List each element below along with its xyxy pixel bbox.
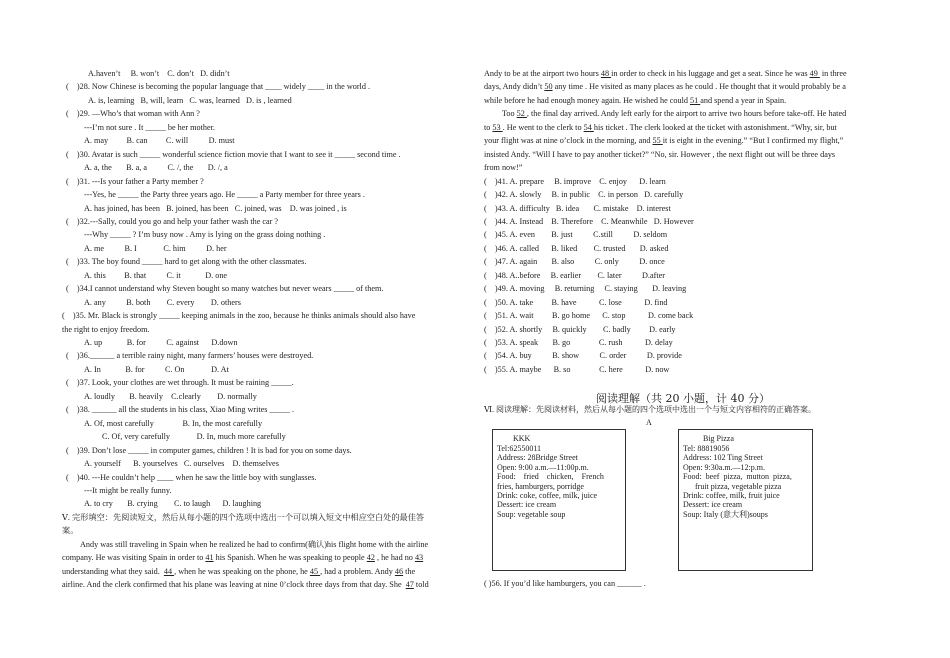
text-segment: the right to enjoy freedom.: [62, 324, 150, 334]
ad-detail-line: Drink: coffee, milk, fruit juice: [683, 491, 780, 500]
text-segment: A. this B. that C. it D. one: [84, 270, 228, 280]
blank-number: 53: [492, 122, 503, 132]
text-segment: ( )30. Avatar is such _____ wonderful science fiction movie that I want to see it _____ second time .: [66, 149, 401, 159]
left-text-line: [62, 552, 423, 563]
blank-number: 54: [583, 122, 594, 132]
ad-detail-line: Dessert: ice cream: [683, 500, 743, 510]
right-text-line: [484, 95, 786, 106]
left-text-line: [84, 485, 171, 496]
left-text-line: [84, 270, 227, 281]
right-text-line: [502, 108, 846, 119]
text-segment: , when he was speaking on the phone, he: [174, 566, 310, 576]
left-text-line: [66, 256, 306, 267]
text-segment: ( )50. A. take B. have C. lose D. find: [484, 297, 668, 307]
ad-detail-line: fries, hamburgers, porridge: [497, 481, 584, 491]
left-text-line: [66, 149, 401, 160]
text-segment: in order to check in his luggage and get a seat. Since he was: [611, 69, 810, 78]
ad-detail-line: Address: 28Bridge Street: [497, 453, 578, 463]
left-text-line: [66, 377, 294, 388]
left-text-line: [66, 283, 383, 294]
text-segment: ( )53. A. speak B. go C. rush D. delay: [484, 338, 673, 347]
text-segment: ---I’m not sure . It _____ be her mother.: [84, 122, 215, 132]
text-segment: A. up B. for C. against D.down: [84, 338, 238, 347]
blank-number: 49: [809, 69, 820, 78]
left-text-line: [66, 445, 352, 456]
text-segment: A. yourself B. yourselves C. ourselves D. themselves: [84, 459, 279, 469]
right-text-line: [484, 149, 835, 160]
text-segment: any time . He visited as many places as he could . He thought that it would probably be a: [552, 82, 846, 92]
text-segment: ( )55. A. maybe B. so C. here D. now: [484, 364, 670, 374]
left-text-line: [84, 243, 227, 254]
text-segment: ---Yes, he _____ the Party three years ago. He _____ a Party member for three years .: [84, 190, 365, 200]
left-text-line: [80, 539, 428, 550]
right-text-line: [484, 135, 843, 146]
text-segment: A. me B. I C. him D. her: [84, 243, 227, 253]
text-segment: ---Why _____ ? I’m busy now . Amy is lying on the grass doing nothing .: [84, 230, 326, 240]
blank-number: 50: [544, 82, 553, 92]
left-text-line: [66, 176, 204, 187]
right-text-line: [484, 256, 665, 267]
blank-number: 45: [309, 566, 321, 576]
text-segment: A. is, learning B, will, learn C. was, learned D. is , learned: [88, 95, 292, 105]
text-segment: days, Andy didn’t: [484, 82, 545, 92]
left-text-line: [84, 229, 325, 240]
text-segment: ( )49. A. moving B. returning C. staying D. leaving: [484, 284, 687, 294]
text-segment: from now!”: [484, 163, 523, 173]
left-text-line: [84, 297, 241, 308]
text-segment: ( )31. ---Is your father a Party member ?: [66, 176, 204, 186]
text-segment: ( )47. A. again B. also C. only D. once: [484, 257, 665, 267]
right-text-line: [484, 337, 673, 348]
left-text-line: [66, 81, 370, 92]
text-segment: insisted Andy. “Will I have to pay another ticket?” “No, sir. However , the next flight out will be three days: [484, 149, 836, 159]
left-text-line: [62, 324, 150, 335]
blank-number: 52: [516, 109, 527, 119]
ad-detail-line: Food: fried chicken, French: [497, 472, 604, 482]
ad-big-pizza: [678, 429, 813, 571]
text-segment: his Spanish. When he was speaking to people: [213, 553, 367, 563]
right-text-line: [484, 229, 667, 240]
blank-number: 42: [366, 553, 375, 563]
left-text-line: [84, 203, 347, 214]
ad-detail-line: Open: 9:30a.m.—12:p.m.: [683, 462, 765, 472]
text-segment: , he had no: [374, 553, 415, 563]
text-segment: and spend a year in Spain.: [700, 95, 787, 105]
text-segment: ( )34.I cannot understand why Steven bought so many watches but never wears _____ of them.: [66, 284, 384, 294]
text-segment: ( )54. A. buy B. show C. order D. provide: [484, 351, 682, 361]
blank-number: 51: [690, 95, 701, 105]
left-text-line: [88, 95, 292, 106]
left-text-line: [84, 418, 262, 429]
text-segment: A. Of, most carefully B. In, the most carefully: [84, 418, 263, 428]
right-text-line: [484, 122, 837, 133]
text-segment: A. may B. can C. will D. must: [84, 136, 235, 146]
right-text-line: [484, 203, 671, 214]
blank-number: 43: [414, 553, 424, 563]
text-segment: A. has joined, has been B. joined, has been C. joined, was D. was joined , is: [84, 203, 347, 213]
text-segment: A. a, the B. a, a C. /, the D. /, a: [84, 163, 228, 173]
left-text-line: [102, 431, 286, 442]
blank-number: 41: [205, 553, 214, 563]
text-segment: ( )35. Mr. Black is strongly _____ keeping animals in the zoo, because he thinks animals should also have: [62, 311, 416, 321]
text-segment: in three: [819, 69, 847, 78]
left-text-line: [84, 391, 257, 402]
left-text-line: [84, 364, 229, 375]
ad-detail-line: fruit pizza, vegetable pizza: [683, 481, 782, 491]
ad-detail-line: Soup: vegetable soup: [497, 509, 566, 519]
text-segment: your flight was at nine o’clock in the morning, and: [484, 136, 653, 146]
left-text-line: [66, 108, 200, 119]
text-segment: C. Of, very carefully D. In, much more carefully: [102, 432, 286, 442]
left-text-line: [62, 579, 429, 590]
left-text-line: [84, 337, 238, 348]
text-segment: ---It might be really funny.: [84, 485, 172, 495]
right-text-line: [484, 297, 668, 308]
question-56: ( )56. If you’d like hamburgers, you can ______ .: [484, 579, 646, 588]
right-text-line: [484, 162, 522, 173]
text-segment: while before he had enough money again. He wished he could: [484, 95, 690, 105]
text-segment: his ticket . The clerk looked at the ticket with astonishment. “Why, sir, but: [593, 122, 837, 132]
right-text-line: [484, 324, 675, 335]
left-text-line: [84, 458, 279, 469]
text-segment: ( )51. A. wait B. go home C. stop D. come back: [484, 311, 694, 321]
blank-number: 44: [163, 566, 175, 576]
left-text-line: [84, 162, 228, 173]
text-segment: ( )43. A. difficulty B. idea C. mistake D. interest: [484, 203, 671, 213]
reading-section-title: 阅读理解（共 20 小题，计 40 分）: [596, 392, 770, 405]
ad-detail-line: Soup: Italy (意大利)soups: [683, 509, 768, 519]
text-segment: ( )41. A. prepare B. improve C. enjoy D. learn: [484, 176, 666, 186]
ad-detail-line: Tel:62550011: [497, 444, 542, 453]
text-segment: , had a problem. Andy: [320, 566, 395, 576]
text-segment: ( )32.---Sally, could you go and help your father wash the car ?: [66, 216, 279, 226]
ad-detail-line: Food: beef pizza, mutton pizza,: [683, 472, 792, 482]
blank-number: 48: [600, 69, 612, 78]
text-segment: A.haven’t B. won’t C. don’t D. didn’t: [88, 69, 230, 78]
left-text-line: [84, 189, 365, 200]
text-segment: understanding what they said.: [62, 566, 164, 576]
left-text-line: [84, 135, 235, 146]
text-segment: . He went to the clerk to: [502, 122, 584, 132]
text-segment: ( )40. ---He couldn’t help ____ when he saw the little boy with sunglasses.: [66, 472, 317, 482]
text-segment: ( )33. The boy found _____ hard to get along with the other classmates.: [66, 257, 307, 267]
right-text-line: [484, 243, 668, 254]
text-segment: airline. And the clerk confirmed that his plane was leaving at nine 0’clock three days from that day. She: [62, 580, 406, 590]
text-segment: ( )28. Now Chinese is becoming the popular language that ____ widely ____ in the world .: [66, 82, 371, 92]
text-segment: , the final day arrived. Andy left early for the airport to arrive two hours before take-off. He hated: [526, 109, 847, 119]
right-text-line: [484, 364, 669, 375]
text-segment: ( )52. A. shortly B. quickly C. badly D. early: [484, 324, 676, 334]
ad-detail-line: Address: 102 Ting Street: [683, 453, 763, 463]
text-segment: ( )39. Don’t lose _____ in computer games, children ! It is bad for you on some days.: [66, 445, 352, 455]
right-text-line: [484, 350, 682, 361]
text-segment: A. to cry B. crying C. to laugh D. laughing: [84, 499, 262, 509]
text-segment: ( )48. A..before B. earlier C. later D.after: [484, 270, 665, 280]
left-text-line: [62, 310, 415, 321]
left-text-line: [88, 68, 230, 79]
right-text-line: [484, 68, 847, 79]
left-text-line: [62, 525, 78, 536]
ad-kkk: [492, 429, 626, 571]
right-text-line: [484, 81, 846, 92]
ad-big-pizza-name: Big Pizza: [703, 434, 734, 443]
text-segment: Ⅴ. 完形填空：先阅读短文，然后从每小题的四个选项中选出一个可以填入短文中相应空白处的最佳答: [62, 512, 425, 522]
reading-instruction: Ⅵ. 阅读理解：先阅读材料，然后从每小题的四个选项中选出一个与短文内容相符的正确答案。: [484, 405, 817, 414]
text-segment: Too: [502, 109, 517, 119]
left-text-line: [66, 472, 316, 483]
text-segment: company. He was visiting Spain in order to: [62, 553, 206, 563]
right-text-line: [484, 270, 665, 281]
right-text-line: [484, 189, 683, 200]
left-text-line: [62, 566, 415, 577]
blank-number: 55: [652, 136, 663, 146]
left-text-line: [66, 350, 313, 361]
text-segment: Andy to be at the airport two hours: [484, 69, 601, 78]
text-segment: 案。: [62, 526, 79, 536]
text-segment: A. any B. both C. every D. others: [84, 297, 241, 307]
blank-number: 46: [394, 566, 404, 576]
left-text-line: [66, 216, 278, 227]
text-segment: ( )45. A. even B. just C.still D. seldom: [484, 230, 668, 240]
text-segment: told: [413, 580, 429, 590]
text-segment: ( )46. A. called B. liked C. trusted D. asked: [484, 243, 669, 253]
left-text-line: [84, 122, 215, 133]
ad-detail-line: Dessert: ice cream: [497, 500, 557, 510]
text-segment: the: [403, 566, 416, 576]
right-text-line: [484, 176, 666, 187]
right-text-line: [484, 283, 686, 294]
blank-number: 47: [405, 580, 414, 590]
ad-detail-line: Open: 9:00 a.m.—11:00p.m.: [497, 462, 589, 472]
text-segment: ( )36.______ a terrible rainy night, many farmers’ houses were destroyed.: [66, 351, 314, 361]
text-segment: to: [484, 122, 493, 132]
right-text-line: [484, 216, 694, 227]
text-segment: ( )42. A. slowly B. in public C. in person D. carefully: [484, 190, 684, 200]
text-segment: A. In B. for C. On D. At: [84, 364, 229, 374]
ad-kkk-name: KKK: [513, 434, 531, 443]
left-text-line: [62, 512, 424, 523]
text-segment: ( )44. A. Instead B. Therefore C. Meanwhile D. However: [484, 216, 694, 226]
ad-detail-line: Drink: coke, coffee, milk, juice: [497, 491, 598, 500]
text-segment: ( )38. ______ all the students in his class, Xiao Ming writes _____ .: [66, 405, 295, 415]
text-segment: ( )37. Look, your clothes are wet through. It must be raining _____.: [66, 378, 294, 388]
text-segment: A. loudly B. heavily C.clearly D. normally: [84, 391, 257, 401]
passage-label: A: [646, 418, 652, 427]
text-segment: Andy was still traveling in Spain when he realized he had to confirm(确认)his flight home with the airline: [80, 539, 429, 549]
right-text-line: [484, 310, 693, 321]
left-text-line: [66, 404, 294, 415]
text-segment: ( )29. —Who’s that woman with Ann ?: [66, 109, 200, 119]
text-segment: it is eight in the evening.” “But I confirmed my flight,”: [662, 136, 844, 146]
ad-detail-line: Tel: 88819056: [683, 444, 730, 453]
left-text-line: [84, 498, 261, 509]
